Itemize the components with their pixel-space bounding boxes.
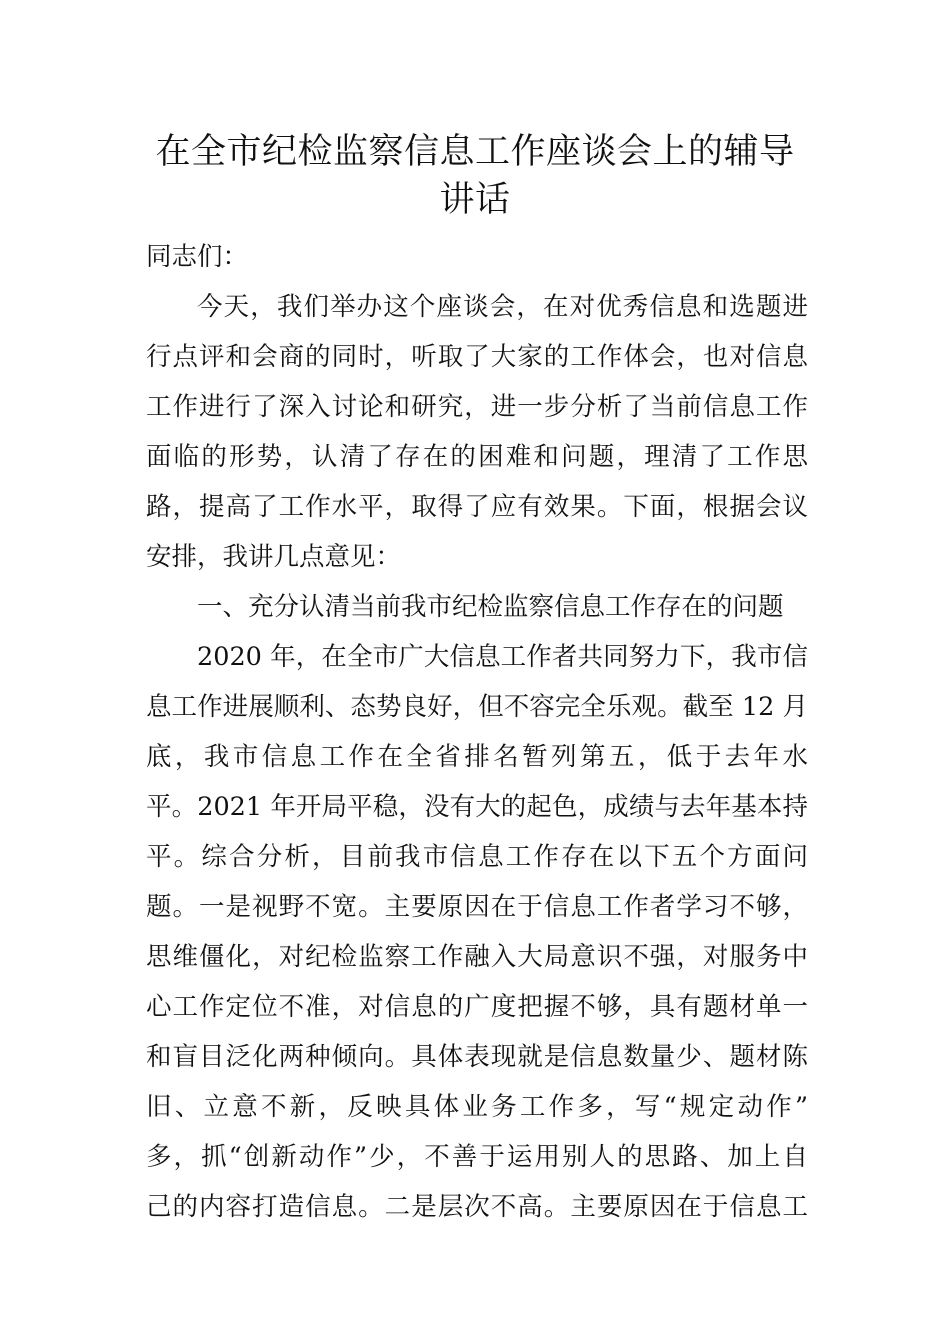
paragraph-line: 题。一是视野不宽。主要原因在于信息工作者学习不够， xyxy=(146,892,808,922)
paragraph-line: 和盲目泛化两种倾向。具体表现就是信息数量少、题材陈 xyxy=(146,1042,808,1072)
title-line: 在全市纪检监察信息工作座谈会上的辅导 xyxy=(155,132,795,172)
paragraph-line: 己的内容打造信息。二是层次不高。主要原因在于信息工 xyxy=(146,1192,808,1222)
paragraph-line: 思维僵化，对纪检监察工作融入大局意识不强，对服务中 xyxy=(146,942,808,972)
salutation xyxy=(146,232,808,282)
paragraph-line: 工作进行了深入讨论和研究，进一步分析了当前信息工作 xyxy=(146,392,808,422)
paragraph-line: 底，我市信息工作在全省排名暂列第五，低于去年水 xyxy=(146,742,808,772)
paragraph-line: 旧、立意不新，反映具体业务工作多，写“规定动作” xyxy=(146,1092,808,1122)
paragraph-line: 多，抓“创新动作”少，不善于运用别人的思路、加上自 xyxy=(146,1142,808,1172)
paragraph-line: 平。综合分析，目前我市信息工作存在以下五个方面问 xyxy=(146,842,808,872)
paragraph-line: 心工作定位不准，对信息的广度把握不够，具有题材单一 xyxy=(146,992,808,1022)
paragraph-line: 平。2021 年开局平稳，没有大的起色，成绩与去年基本持 xyxy=(146,792,808,822)
heading-text: 一、充分认清当前我市纪检监察信息工作存在的问题 xyxy=(197,592,784,622)
document-title xyxy=(100,128,850,224)
salutation-text: 同志们： xyxy=(146,242,249,272)
paragraph-line: 行点评和会商的同时，听取了大家的工作体会，也对信息 xyxy=(146,342,808,372)
paragraph-opening xyxy=(146,282,808,582)
paragraph-line: 安排，我讲几点意见： xyxy=(146,542,402,572)
section-heading-1 xyxy=(146,582,808,632)
paragraph-line: 息工作进展顺利、态势良好，但不容完全乐观。截至 12 月 xyxy=(146,692,808,722)
paragraph-line: 面临的形势，认清了存在的困难和问题，理清了工作思 xyxy=(146,442,808,472)
paragraph-line: 今天，我们举办这个座谈会，在对优秀信息和选题进 xyxy=(197,292,808,322)
paragraph-problems xyxy=(146,632,808,1232)
paragraph-line: 2020 年，在全市广大信息工作者共同努力下，我市信 xyxy=(197,642,808,672)
title-line: 讲话 xyxy=(439,180,511,220)
paragraph-line: 路，提高了工作水平，取得了应有效果。下面，根据会议 xyxy=(146,492,808,522)
